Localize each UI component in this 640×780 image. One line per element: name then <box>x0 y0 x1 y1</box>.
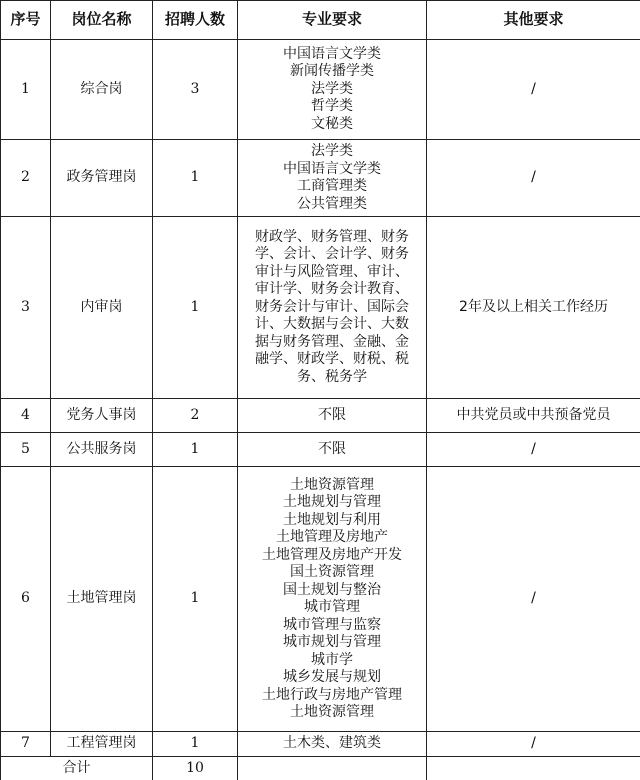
row-no: 4 <box>1 399 51 433</box>
row-count: 2 <box>153 399 238 433</box>
row-count: 1 <box>153 217 238 399</box>
table-row <box>1 433 640 467</box>
row-count: 1 <box>153 140 238 217</box>
header-position: 岗位名称 <box>51 1 153 40</box>
header-row <box>1 1 640 40</box>
row-position: 土地管理岗 <box>51 467 153 732</box>
row-other: / <box>427 140 640 217</box>
table-row <box>1 732 640 757</box>
row-major: 中国语言文学类 新闻传播学类 法学类 哲学类 文秘类 <box>238 40 427 140</box>
row-count: 1 <box>153 732 238 757</box>
row-no: 5 <box>1 433 51 467</box>
header-major: 专业要求 <box>238 1 427 40</box>
row-position: 工程管理岗 <box>51 732 153 757</box>
row-major: 土木类、建筑类 <box>238 732 427 757</box>
row-other: 2年及以上相关工作经历 <box>427 217 640 399</box>
total-major-empty <box>238 756 427 780</box>
row-count: 3 <box>153 40 238 140</box>
row-no: 7 <box>1 732 51 757</box>
row-no: 1 <box>1 40 51 140</box>
row-count: 1 <box>153 433 238 467</box>
row-no: 6 <box>1 467 51 732</box>
total-row <box>1 756 640 780</box>
row-major: 土地资源管理 土地规划与管理 土地规划与利用 土地管理及房地产 土地管理及房地产开发 国土资源管理 国土规划与整治 城市管理 城市管理与监察 城市规划与管理 城市学 城乡发展与规划 土地行政与房地产管理 土地资源管理 <box>238 467 427 732</box>
row-no: 2 <box>1 140 51 217</box>
table-row <box>1 217 640 399</box>
row-position: 政务管理岗 <box>51 140 153 217</box>
total-label: 合计 <box>1 756 153 780</box>
row-major: 财政学、财务管理、财务 学、会计、会计学、财务 审计与风险管理、审计、 审计学、财务会计教育、 财务会计与审计、国际会 计、大数据与会计、大数 据与财务管理、金融、金 融学、财政学、财税、税 务、税务学 <box>238 217 427 399</box>
row-position: 公共服务岗 <box>51 433 153 467</box>
table-row <box>1 40 640 140</box>
row-other: / <box>427 732 640 757</box>
row-major: 不限 <box>238 433 427 467</box>
row-position: 内审岗 <box>51 217 153 399</box>
header-other: 其他要求 <box>427 1 640 40</box>
total-other-empty <box>427 756 640 780</box>
row-count: 1 <box>153 467 238 732</box>
row-major: 不限 <box>238 399 427 433</box>
table-row <box>1 140 640 217</box>
total-count: 10 <box>153 756 238 780</box>
row-position: 综合岗 <box>51 40 153 140</box>
row-other: / <box>427 40 640 140</box>
header-count: 招聘人数 <box>153 1 238 40</box>
row-no: 3 <box>1 217 51 399</box>
row-other: / <box>427 467 640 732</box>
row-major: 法学类 中国语言文学类 工商管理类 公共管理类 <box>238 140 427 217</box>
table-row <box>1 467 640 732</box>
row-other: 中共党员或中共预备党员 <box>427 399 640 433</box>
header-no: 序号 <box>1 1 51 40</box>
table-row <box>1 399 640 433</box>
row-other: / <box>427 433 640 467</box>
row-position: 党务人事岗 <box>51 399 153 433</box>
